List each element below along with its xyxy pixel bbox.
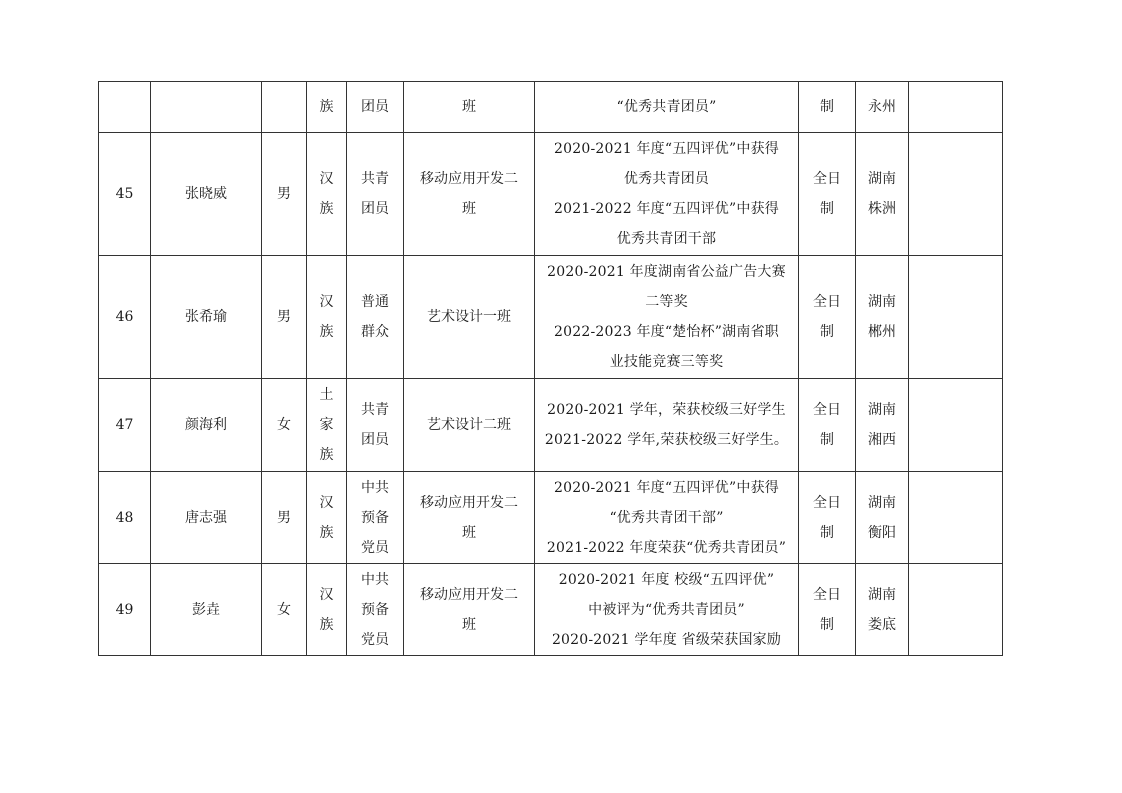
cell-political-status-line: 中共	[361, 571, 389, 588]
cell-ethnicity-line: 族	[319, 324, 334, 340]
cell-awards	[535, 472, 799, 564]
cell-awards-line: 2021-2022 年度荣获“优秀共青团员”	[546, 539, 787, 556]
cell-awards-line: 2020-2021 年度湖南省公益广告大赛	[547, 264, 786, 280]
cell-political-status-line: 党员	[361, 539, 389, 556]
cell-number: 47	[99, 379, 151, 472]
cell-study-mode-line: 全日	[813, 402, 841, 418]
cell-political-status-line: 共青	[361, 171, 389, 187]
cell-awards-line: “优秀共青团干部”	[609, 509, 724, 526]
cell-class	[404, 133, 535, 256]
cell-origin	[856, 133, 909, 256]
cell-awards	[535, 133, 799, 256]
cell-study-mode	[799, 256, 856, 379]
cell-study-mode-line: 全日	[813, 294, 841, 310]
cell-awards-line: 2020-2021 学年度 省级荣获国家励	[551, 631, 782, 648]
cell-name: 唐志强	[151, 472, 262, 564]
cell-awards-line: 中被评为“优秀共青团员”	[588, 601, 745, 618]
cell-class-line: 艺术设计一班	[427, 309, 511, 325]
table-row	[99, 133, 1003, 256]
cell-study-mode-line: 制	[820, 524, 834, 541]
cell-study-mode	[799, 82, 856, 133]
cell-study-mode	[799, 133, 856, 256]
cell-political-status-line: 普通	[361, 294, 389, 310]
cell-political-status	[347, 133, 404, 256]
cell-study-mode	[799, 379, 856, 472]
cell-ethnicity-line: 族	[319, 201, 334, 217]
cell-political-status-line: 预备	[361, 601, 389, 618]
cell-awards-line: 优秀共青团员	[623, 171, 710, 187]
cell-gender: 女	[262, 564, 307, 656]
cell-political-status-line: 团员	[361, 432, 389, 448]
cell-origin	[856, 256, 909, 379]
cell-class-line: 班	[462, 99, 476, 115]
cell-study-mode-line: 全日	[813, 494, 841, 511]
cell-gender: 男	[262, 256, 307, 379]
cell-class-line: 班	[462, 616, 476, 633]
cell-remark	[909, 564, 1003, 656]
cell-name: 张晓威	[151, 133, 262, 256]
cell-number: 49	[99, 564, 151, 656]
cell-origin-line: 湖南	[868, 294, 896, 310]
cell-origin-line: 衡阳	[868, 524, 896, 541]
cell-gender	[262, 82, 307, 133]
cell-number	[99, 82, 151, 133]
cell-name: 彭垚	[151, 564, 262, 656]
cell-name	[151, 82, 262, 133]
cell-political-status	[347, 82, 404, 133]
cell-ethnicity	[307, 379, 347, 472]
cell-class-line: 移动应用开发二	[420, 494, 518, 511]
cell-gender: 男	[262, 472, 307, 564]
cell-ethnicity	[307, 256, 347, 379]
cell-ethnicity	[307, 82, 347, 133]
cell-political-status-line: 群众	[361, 324, 389, 340]
cell-remark	[909, 82, 1003, 133]
cell-political-status-line: 预备	[361, 509, 389, 526]
cell-awards-line: “优秀共青团员”	[616, 99, 717, 115]
cell-awards	[535, 256, 799, 379]
cell-awards	[535, 379, 799, 472]
cell-ethnicity-line: 汉	[319, 171, 334, 187]
cell-class	[404, 472, 535, 564]
cell-political-status-line: 团员	[361, 201, 389, 217]
cell-awards-line: 2020-2021 年度“五四评优”中获得	[554, 479, 779, 496]
cell-political-status-line: 团员	[361, 99, 389, 115]
cell-awards-line: 2021-2022 年度“五四评优”中获得	[554, 201, 779, 217]
cell-origin-line: 湖南	[868, 494, 896, 511]
cell-gender: 女	[262, 379, 307, 472]
cell-ethnicity-line: 汉	[319, 586, 334, 603]
cell-number: 45	[99, 133, 151, 256]
cell-class-line: 班	[462, 201, 476, 217]
cell-name: 颜海利	[151, 379, 262, 472]
cell-origin-line: 株洲	[868, 201, 896, 217]
cell-ethnicity	[307, 133, 347, 256]
cell-origin-line: 娄底	[868, 616, 896, 633]
cell-study-mode-line: 制	[820, 616, 834, 633]
cell-origin-line: 湖南	[868, 402, 896, 418]
cell-awards	[535, 82, 799, 133]
table-row	[99, 379, 1003, 472]
cell-ethnicity-line: 族	[319, 616, 334, 633]
cell-number: 48	[99, 472, 151, 564]
cell-origin	[856, 472, 909, 564]
cell-political-status-line: 党员	[361, 631, 389, 648]
cell-ethnicity-line: 土	[319, 387, 334, 403]
cell-political-status-line: 中共	[361, 479, 389, 496]
cell-awards-line: 2022-2023 年度“楚怡杯”湖南省职	[554, 324, 779, 340]
cell-class-line: 移动应用开发二	[420, 586, 518, 603]
cell-class-line: 移动应用开发二	[420, 171, 518, 187]
cell-ethnicity	[307, 564, 347, 656]
cell-origin-line: 湖南	[868, 586, 896, 603]
cell-awards-line: 优秀共青团干部	[616, 231, 717, 247]
cell-study-mode-line: 制	[820, 201, 834, 217]
cell-political-status-line: 共青	[361, 402, 389, 418]
cell-class-line: 班	[462, 524, 476, 541]
cell-gender: 男	[262, 133, 307, 256]
cell-origin-line: 永州	[868, 99, 896, 115]
cell-class-line: 艺术设计二班	[427, 417, 511, 433]
cell-origin	[856, 379, 909, 472]
cell-class	[404, 256, 535, 379]
cell-class	[404, 82, 535, 133]
cell-study-mode	[799, 472, 856, 564]
table-row	[99, 82, 1003, 133]
cell-remark	[909, 379, 1003, 472]
cell-origin	[856, 564, 909, 656]
cell-awards-line: 2021-2022 学年,荣获校级三好学生。	[544, 432, 789, 448]
cell-origin	[856, 82, 909, 133]
cell-ethnicity-line: 家	[319, 417, 334, 433]
cell-class	[404, 379, 535, 472]
table-row	[99, 256, 1003, 379]
table-row	[99, 472, 1003, 564]
cell-ethnicity-line: 汉	[319, 494, 334, 511]
table-row	[99, 564, 1003, 656]
cell-ethnicity-line: 族	[319, 99, 334, 115]
cell-political-status	[347, 379, 404, 472]
cell-awards-line: 2020-2021 年度“五四评优”中获得	[554, 141, 779, 157]
cell-ethnicity-line: 族	[319, 524, 334, 541]
cell-class	[404, 564, 535, 656]
cell-remark	[909, 133, 1003, 256]
cell-number: 46	[99, 256, 151, 379]
cell-origin-line: 郴州	[868, 324, 896, 340]
cell-remark	[909, 472, 1003, 564]
cell-study-mode-line: 制	[820, 324, 834, 340]
cell-study-mode-line: 制	[820, 99, 834, 115]
cell-study-mode-line: 制	[820, 432, 834, 448]
cell-political-status	[347, 564, 404, 656]
cell-name: 张希瑜	[151, 256, 262, 379]
cell-awards-line: 2020-2021 年度 校级“五四评优”	[558, 571, 775, 588]
cell-political-status	[347, 472, 404, 564]
cell-awards-line: 2020-2021 学年，荣获校级三好学生	[547, 402, 786, 418]
cell-awards-line: 二等奖	[645, 294, 688, 310]
cell-awards-line: 业技能竞赛三等奖	[609, 354, 724, 370]
cell-study-mode-line: 全日	[813, 171, 841, 187]
cell-awards	[535, 564, 799, 656]
cell-ethnicity	[307, 472, 347, 564]
student-awards-table	[98, 81, 1003, 656]
cell-ethnicity-line: 族	[319, 447, 334, 463]
cell-ethnicity-line: 汉	[319, 294, 334, 310]
cell-study-mode-line: 全日	[813, 586, 841, 603]
cell-study-mode	[799, 564, 856, 656]
cell-origin-line: 湘西	[868, 432, 896, 448]
cell-origin-line: 湖南	[868, 171, 896, 187]
cell-remark	[909, 256, 1003, 379]
cell-political-status	[347, 256, 404, 379]
